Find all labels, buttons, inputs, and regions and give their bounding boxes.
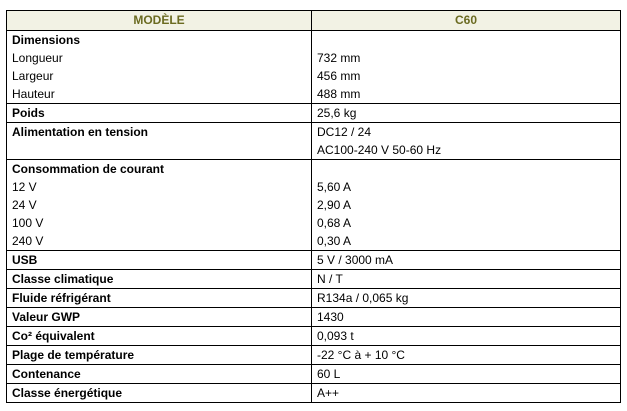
temperature-range-row [7, 346, 621, 365]
co2-label: Co² équivalent [7, 327, 312, 346]
dimensions-labels [7, 31, 312, 104]
consumption-value-24v: 2,90 A [317, 198, 352, 212]
consumption-label-24v: 24 V [12, 198, 37, 212]
header-row [7, 11, 621, 31]
dimension-label-width: Largeur [12, 69, 54, 83]
refrigerant-value: R134a / 0,065 kg [312, 289, 621, 308]
power-row [7, 123, 621, 160]
gwp-row [7, 308, 621, 327]
usb-label: USB [7, 251, 312, 270]
capacity-label: Contenance [7, 365, 312, 384]
capacity-value: 60 L [312, 365, 621, 384]
dimensions-row [7, 31, 621, 104]
power-values [312, 123, 621, 160]
dimension-value-width: 456 mm [317, 69, 361, 83]
usb-row [7, 251, 621, 270]
climate-class-value: N / T [312, 270, 621, 289]
capacity-row [7, 365, 621, 384]
energy-class-value: A++ [312, 384, 621, 403]
energy-class-row [7, 384, 621, 403]
temperature-range-value: -22 °C à + 10 °C [312, 346, 621, 365]
power-value-dc: DC12 / 24 [317, 125, 372, 139]
consumption-values [312, 160, 621, 251]
consumption-value-100v: 0,68 A [317, 216, 352, 230]
refrigerant-row [7, 289, 621, 308]
weight-value: 25,6 kg [312, 104, 621, 123]
weight-label: Poids [7, 104, 312, 123]
consumption-value-12v: 5,60 A [317, 180, 352, 194]
gwp-label: Valeur GWP [7, 308, 312, 327]
consumption-value-240v: 0,30 A [317, 234, 352, 248]
energy-class-label: Classe énergétique [7, 384, 312, 403]
climate-class-row [7, 270, 621, 289]
refrigerant-label: Fluide réfrigérant [7, 289, 312, 308]
consumption-row [7, 160, 621, 251]
model-header: MODÈLE [7, 11, 312, 31]
gwp-value: 1430 [312, 308, 621, 327]
dimension-label-length: Longueur [12, 51, 63, 65]
dimension-value-length: 732 mm [317, 51, 361, 65]
climate-class-label: Classe climatique [7, 270, 312, 289]
spec-table [6, 10, 621, 403]
consumption-title: Consommation de courant [12, 162, 165, 176]
consumption-label-100v: 100 V [12, 216, 44, 230]
consumption-labels [7, 160, 312, 251]
co2-value: 0,093 t [312, 327, 621, 346]
consumption-label-240v: 240 V [12, 234, 44, 248]
usb-value: 5 V / 3000 mA [312, 251, 621, 270]
dimensions-title: Dimensions [12, 33, 81, 47]
dimension-label-height: Hauteur [12, 87, 55, 101]
co2-row [7, 327, 621, 346]
weight-row [7, 104, 621, 123]
model-value-header: C60 [312, 11, 621, 31]
power-value-ac: AC100-240 V 50-60 Hz [317, 143, 442, 157]
consumption-label-12v: 12 V [12, 180, 37, 194]
temperature-range-label: Plage de température [7, 346, 312, 365]
dimensions-values [312, 31, 621, 104]
dimension-value-height: 488 mm [317, 87, 361, 101]
power-label: Alimentation en tension [7, 123, 312, 160]
